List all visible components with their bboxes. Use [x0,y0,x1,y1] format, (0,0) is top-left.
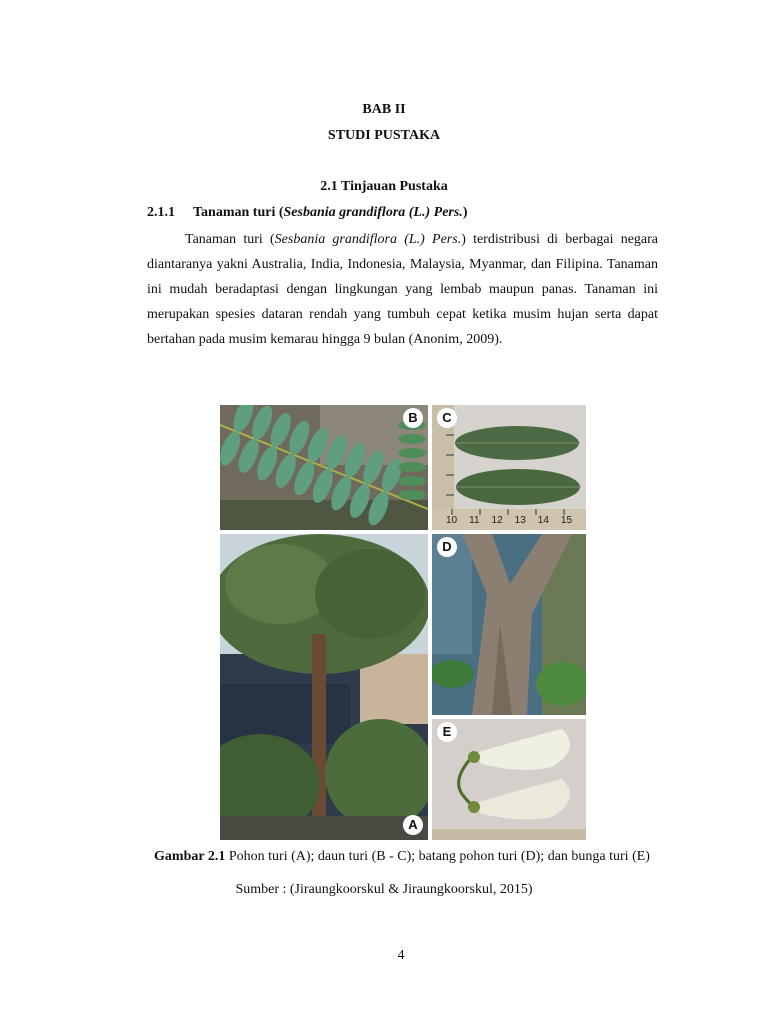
figure-source: Sumber : (Jiraungkoorskul & Jiraungkoorskul, 2015) [235,882,533,897]
trunk-image [432,534,586,715]
paragraph-pre: Tanaman turi ( [185,232,275,247]
ruler-tick: 14 [537,515,549,526]
ruler-tick: 11 [469,515,480,526]
subsection-title-pre: Tanaman turi ( [193,205,284,220]
subsection-title-post: ) [462,205,468,220]
panel-label-c: C [437,408,457,428]
chapter-heading: BAB II [362,102,406,117]
page-number: 4 [397,948,405,963]
panel-label-e: E [437,722,457,742]
tree-image [220,534,428,840]
ruler-tick: 12 [491,515,503,526]
subsection-number: 2.1.1 [147,205,175,220]
panel-label-d: D [437,537,457,557]
paragraph-species: Sesbania grandiflora (L.) Pers. [274,232,462,247]
ruler-tick: 15 [560,515,573,526]
caption-label: Gambar 2.1 [154,849,226,864]
section-heading: 2.1 Tinjauan Pustaka [320,179,448,194]
ruler-c-scale [446,515,572,526]
caption-text: Pohon turi (A); daun turi (B - C); batang pohon turi (D); dan bunga turi (E) [225,849,650,864]
panel-b-leaf-photo [220,405,428,530]
subsection-heading [147,205,467,221]
ruler-tick: 13 [514,515,526,526]
panel-e-flowers-photo [432,719,586,840]
paragraph-text [147,227,658,352]
panel-label-a: A [403,815,423,835]
panel-label-b: B [403,408,423,428]
panel-a-tree-photo [220,534,428,840]
figure-caption [140,848,664,865]
compound-leaf-image [220,405,428,530]
body-paragraph [147,227,658,352]
panel-d-trunk-photo [432,534,586,715]
panel-c-leaflets-photo [432,405,586,530]
ruler-tick: 10 [446,515,458,526]
paragraph-post: ) terdistribusi di berbagai negara diantaranya yakni Australia, India, Indonesia, Malaysia, Myanmar, dan Filipina. Tanaman ini mudah beradaptasi dengan lingkungan yang lembab maupun panas. Tanaman ini merupakan spesies dataran rendah yang tumbuh cepat ketika musim hujan serta dapat bertahan pada musim kemarau hingga 9 bulan (Anonim, 2009). [147,232,659,347]
chapter-title: STUDI PUSTAKA [327,128,441,143]
subsection-title-species: Sesbania grandiflora (L.) Pers. [283,205,463,220]
figure-turi-collage [220,405,586,840]
